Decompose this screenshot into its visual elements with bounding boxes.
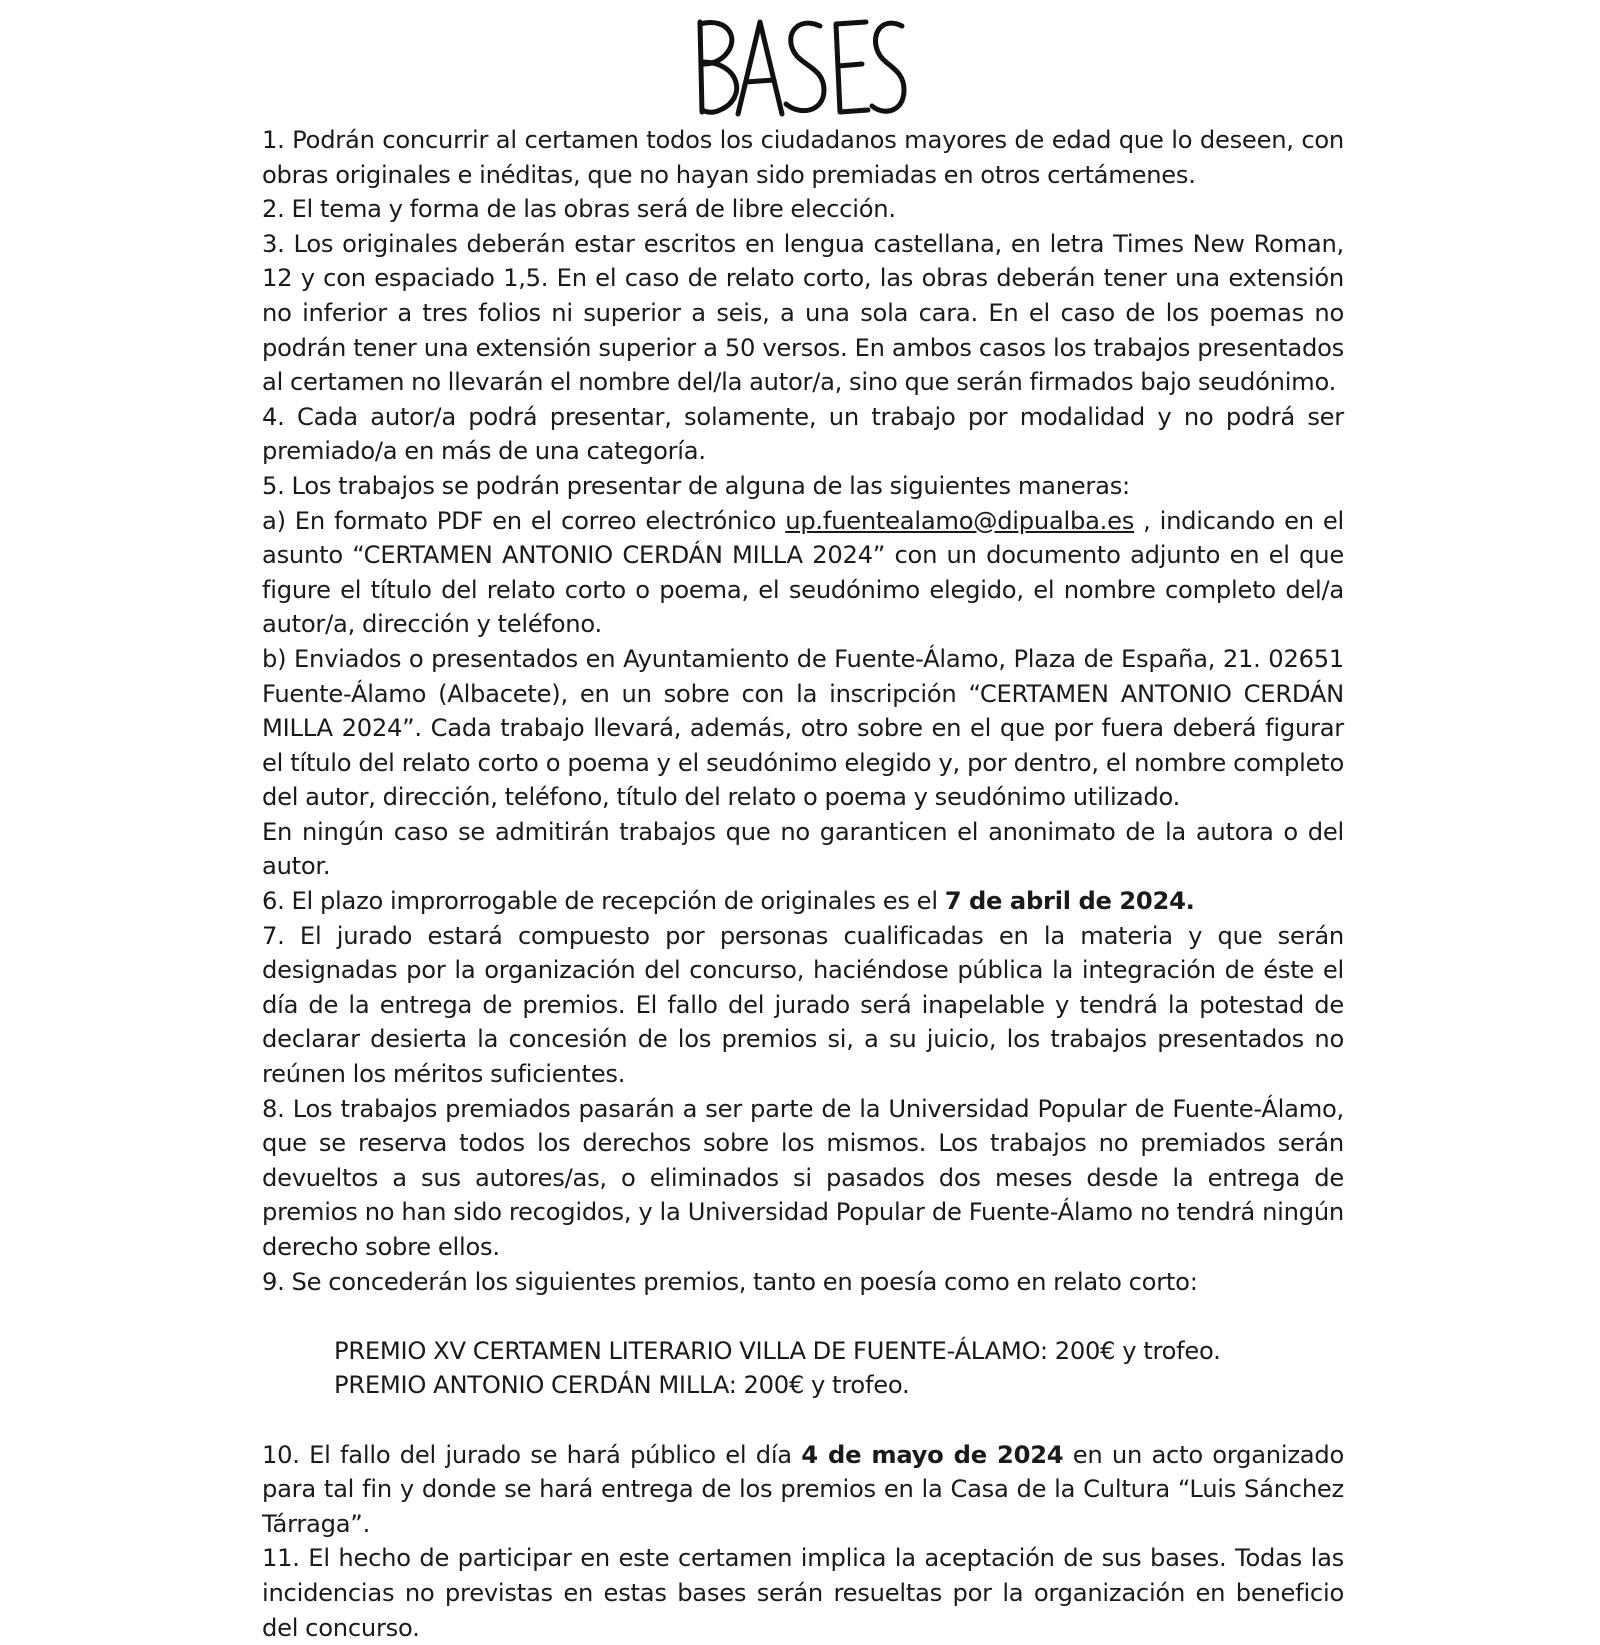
rule-5b: b) Enviados o presentados en Ayuntamiento de Fuente-Álamo, Plaza de España, 21. 02651 Fuente-Álamo (Albacete), en un sobre con la inscripción “CERTAMEN ANTONIO CERDÁN MILLA 2024”. Cada trabajo llevará, además, otro sobre en el que por fuera deberá figurar el título del relato corto o poema y el seudónimo elegido y, por dentro, el nombre completo del autor, dirección, teléfono, título del relato o poema y seudónimo utilizado. — [262, 644, 1344, 812]
rule-5: 5. Los trabajos se podrán presentar de alguna de las siguientes maneras: — [262, 471, 1130, 500]
rule-5a — [262, 504, 1344, 642]
rule-2: 2. El tema y forma de las obras será de libre elección. — [262, 195, 896, 224]
rule-1: 1. Podrán concurrir al certamen todos los ciudadanos mayores de edad que lo deseen, con obras originales e inéditas, que no hayan sido premiadas en otros certámenes. — [262, 126, 1344, 189]
title-block — [0, 0, 1600, 124]
rule-10-date: 4 de mayo de 2024 — [801, 1440, 1064, 1469]
rule-11: 11. El hecho de participar en este certamen implica la aceptación de sus bases. Todas las incidencias no previstas en estas bases serán resueltas por la organización en beneficio del concurso. — [262, 1544, 1344, 1642]
rule-7: 7. El jurado estará compuesto por personas cualificadas en la materia y que serán designadas por la organización del concurso, haciéndose pública la integración de éste el día de la entrega de premios. El fallo del jurado será inapelable y tendrá la potestad de declarar desierta la concesión de los premios si, a su juicio, los trabajos presentados no reúnen los méritos suficientes. — [262, 921, 1344, 1089]
spacer — [262, 1299, 1344, 1334]
rule-10-text-pre: 10. El fallo del jurado se hará público el día — [262, 1440, 802, 1469]
rule-5a-text-post: , indicando en el asunto “CERTAMEN ANTONIO CERDÁN MILLA 2024” con un documento adjunto en el que figure el título del relato corto o poema, el seudónimo elegido, el nombre completo del/a autor/a, dirección y teléfono. — [262, 506, 1344, 639]
rule-5-note: En ningún caso se admitirán trabajos que no garanticen el anonimato de la autora o del autor. — [262, 817, 1344, 881]
page-title — [800, 0, 801, 1]
prize-2: PREMIO ANTONIO CERDÁN MILLA: 200€ y trofeo. — [334, 1371, 910, 1400]
email-link[interactable]: up.fuentealamo@dipualba.es — [785, 506, 1135, 535]
rule-10 — [262, 1438, 1344, 1542]
rules-body — [262, 123, 1344, 1645]
rule-6-text: 6. El plazo improrrogable de recepción de originales es el — [262, 887, 945, 916]
rule-9: 9. Se concederán los siguientes premios, tanto en poesía como en relato corto: — [262, 1267, 1198, 1296]
prize-1: PREMIO XV CERTAMEN LITERARIO VILLA DE FUENTE-ÁLAMO: 200€ y trofeo. — [334, 1336, 1221, 1365]
rule-8: 8. Los trabajos premiados pasarán a ser parte de la Universidad Popular de Fuente-Álamo, que se reserva todos los derechos sobre los mismos. Los trabajos no premiados serán devueltos a sus autores/as, o eliminados si pasados dos meses desde la entrega de premios no han sido recogidos, y la Universidad Popular de Fuente-Álamo no tendrá ningún derecho sobre ellos. — [262, 1094, 1344, 1261]
rule-4: 4. Cada autor/a podrá presentar, solamente, un trabajo por modalidad y no podrá ser premiado/a en más de una categoría. — [262, 402, 1344, 466]
rule-5a-text-pre: a) En formato PDF en el correo electrónico — [262, 506, 786, 535]
handwritten-title-bases — [690, 12, 910, 120]
rule-3: 3. Los originales deberán estar escritos en lengua castellana, en letra Times New Roman, 12 y con espaciado 1,5. En el caso de relato corto, las obras deberán tener una extensión no inferior a tres folios ni superior a seis, a una sola cara. En el caso de los poemas no podrán tener una extensión superior a 50 versos. En ambos casos los trabajos presentados al certamen no llevarán el nombre del/la autor/a, sino que serán firmados bajo seudónimo. — [262, 229, 1344, 397]
rule-10-text-post: en un acto organizado para tal fin y donde se hará entrega de los premios en la Casa de la Cultura “Luis Sánchez Tárraga”. — [262, 1440, 1344, 1538]
rule-6-deadline: 7 de abril de 2024. — [944, 887, 1195, 916]
spacer — [262, 1403, 1344, 1438]
rule-6 — [262, 884, 1344, 919]
